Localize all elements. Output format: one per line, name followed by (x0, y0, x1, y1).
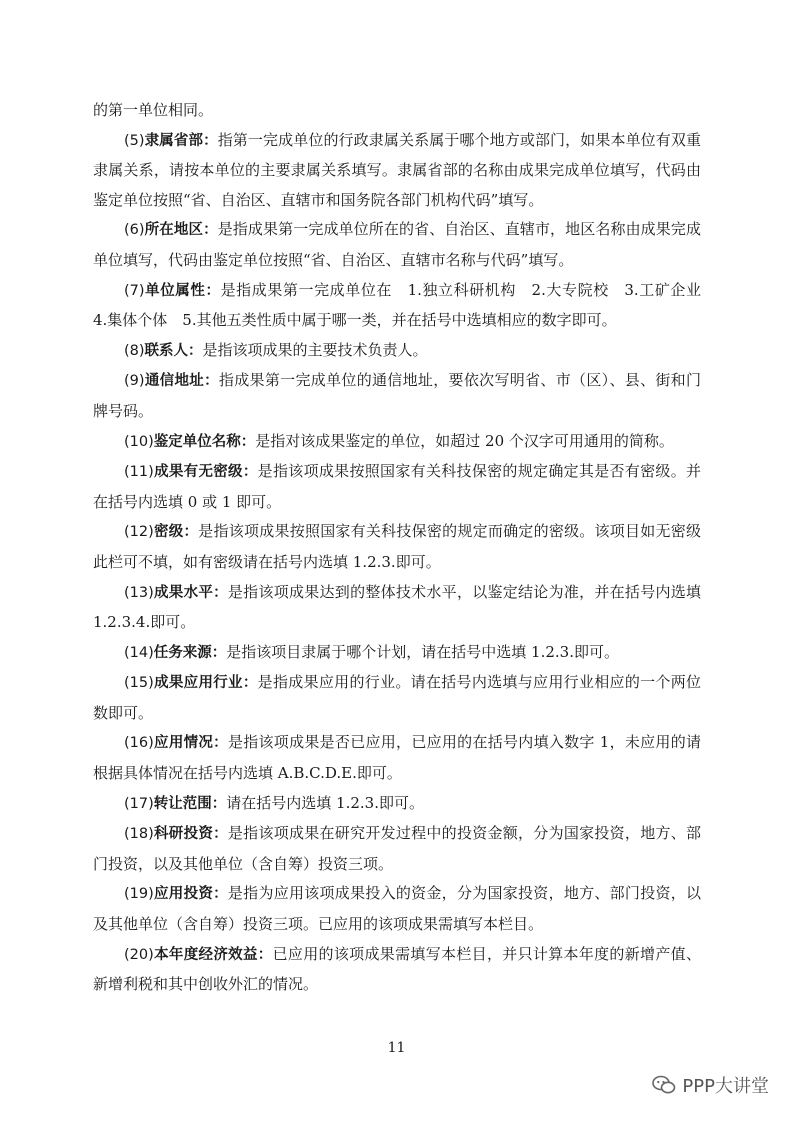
continued-paragraph: 的第一单位相同。 (93, 101, 214, 119)
item-term: 科研投资 (153, 826, 214, 843)
item-separator: ： (213, 826, 228, 843)
item-number: (9) (124, 373, 145, 390)
item-number: (5) (124, 132, 145, 149)
definition-item (93, 728, 701, 788)
definition-item (93, 940, 701, 1000)
item-term: 转让范围 (153, 795, 212, 812)
item-term: 应用情况 (153, 735, 214, 752)
item-number: (14) (124, 644, 154, 661)
page-number: 11 (387, 1040, 406, 1056)
item-separator: ： (211, 644, 227, 661)
item-separator: ： (242, 675, 258, 692)
item-number: (18) (124, 826, 154, 843)
item-text: 已应用的该项成果需填写本栏目，并只计算本年度的新增产值、新增利税和其中创收外汇的情况。 (93, 944, 701, 994)
item-number: (8) (124, 342, 145, 359)
item-separator: ： (188, 342, 203, 359)
item-number: (10) (124, 433, 154, 450)
item-separator: ： (203, 222, 218, 239)
wechat-icon (652, 1075, 676, 1095)
item-text: 是指该项成果在研究开发过程中的投资金额，分为国家投资，地方、部门投资，以及其他单位（含自筹）投资三项。 (93, 824, 702, 873)
item-separator: ： (240, 433, 256, 450)
item-separator: ： (204, 373, 219, 390)
item-term: 通信地址 (144, 373, 205, 390)
item-separator: ： (203, 132, 218, 149)
item-text: 是指该项目隶属于哪个计划，请在括号中选填 1.2.3.即可。 (226, 642, 619, 661)
item-term: 鉴定单位名称 (153, 433, 241, 450)
item-number: (13) (124, 584, 154, 601)
item-separator: ： (257, 946, 273, 963)
definition-item (93, 215, 701, 275)
definition-item (93, 668, 701, 728)
item-text: 是指该项成果达到的整体技术水平，以鉴定结论为准，并在括号内选填 1.2.3.4.即可。 (93, 582, 702, 632)
definition-item (93, 457, 701, 517)
item-separator: ： (213, 886, 228, 903)
definition-item (93, 819, 701, 879)
item-text: 指成果第一完成单位的通信地址，要依次写明省、市（区）、县、街和门牌号码。 (93, 371, 701, 420)
item-separator: ： (183, 524, 199, 541)
item-term: 任务来源 (153, 644, 212, 661)
item-number: (16) (124, 735, 154, 752)
definition-item (93, 276, 717, 336)
item-separator: ： (205, 282, 221, 299)
item-term: 所在地区 (144, 222, 204, 239)
item-number: (20) (124, 946, 154, 963)
item-text: 请在括号内选填 1.2.3.即可。 (226, 793, 424, 812)
item-number: (11) (124, 464, 154, 481)
item-number: (15) (124, 675, 154, 692)
item-text: 是指该项成果的主要技术负责人。 (202, 340, 428, 359)
item-separator: ： (213, 735, 228, 752)
definition-item (93, 789, 701, 820)
item-term: 成果有无密级 (153, 464, 243, 481)
item-text: 是指该项成果是否已应用，已应用的在括号内填入数字 1，未应用的请根据具体情况在括号内选填 A.B.C.D.E.即可。 (93, 733, 701, 783)
watermark (652, 1072, 769, 1098)
item-separator: ： (213, 584, 228, 601)
definition-list (93, 126, 717, 1000)
item-number: (17) (124, 795, 154, 812)
item-term: 本年度经济效益 (153, 946, 258, 963)
item-text: 是指为应用该项成果投入的资金，分为国家投资，地方、部门投资，以及其他单位（含自筹）投资三项。已应用的该项成果需填写本栏目。 (93, 884, 702, 934)
item-number: (12) (124, 524, 154, 541)
item-number: (6) (124, 222, 145, 239)
definition-item (93, 578, 701, 638)
item-text: 指第一完成单位的行政隶属关系属于哪个地方或部门，如果本单位有双重隶属关系，请按本单位的主要隶属关系填写。隶属省部的名称由成果完成单位填写，代码由鉴定单位按照“省、自治区、直辖市和国务院各部门机构代码”填写。 (93, 130, 702, 209)
item-term: 成果水平 (153, 584, 214, 601)
item-number: (7) (124, 282, 145, 299)
definition-item (93, 126, 701, 216)
definition-item (93, 427, 701, 458)
definition-item (93, 638, 701, 669)
item-term: 隶属省部 (144, 132, 204, 149)
document-body (93, 96, 717, 1000)
item-text: 是指该项成果按照国家有关科技保密的规定而确定的密级。该项目如无密级此栏可不填，如有密级请在括号内选填 1.2.3.即可。 (93, 522, 702, 571)
item-term: 应用投资 (153, 886, 214, 903)
item-term: 联系人 (144, 342, 189, 359)
definition-item (93, 879, 701, 939)
watermark-text: PPP大讲堂 (682, 1076, 769, 1097)
item-term: 密级 (153, 524, 184, 541)
item-text: 是指成果应用的行业。请在括号内选填与应用行业相应的一个两位数即可。 (93, 673, 702, 722)
item-number: (19) (124, 886, 154, 903)
item-text: 是指该项成果按照国家有关科技保密的规定确定其是否有密级。并在括号内选填 0 或 1 即可。 (93, 462, 702, 511)
item-text: 是指对该成果鉴定的单位，如超过 20 个汉字可用通用的简称。 (255, 431, 674, 450)
item-term: 成果应用行业 (153, 675, 243, 692)
definition-item (93, 336, 701, 367)
item-term: 单位属性 (144, 282, 206, 299)
item-text: 是指成果第一完成单位在 1.独立科研机构 2.大专院校 3.工矿企业 4.集体个体 5.其他五类性质中属于哪一类，并在括号中选填相应的数字即可。 (93, 280, 717, 330)
item-separator: ： (242, 464, 258, 481)
item-separator: ： (211, 795, 227, 812)
definition-item (93, 517, 701, 577)
item-text: 是指成果第一完成单位所在的省、自治区、直辖市，地区名称由成果完成单位填写，代码由鉴定单位按照“省、自治区、直辖市名称与代码”填写。 (93, 220, 702, 269)
definition-item (93, 366, 701, 426)
